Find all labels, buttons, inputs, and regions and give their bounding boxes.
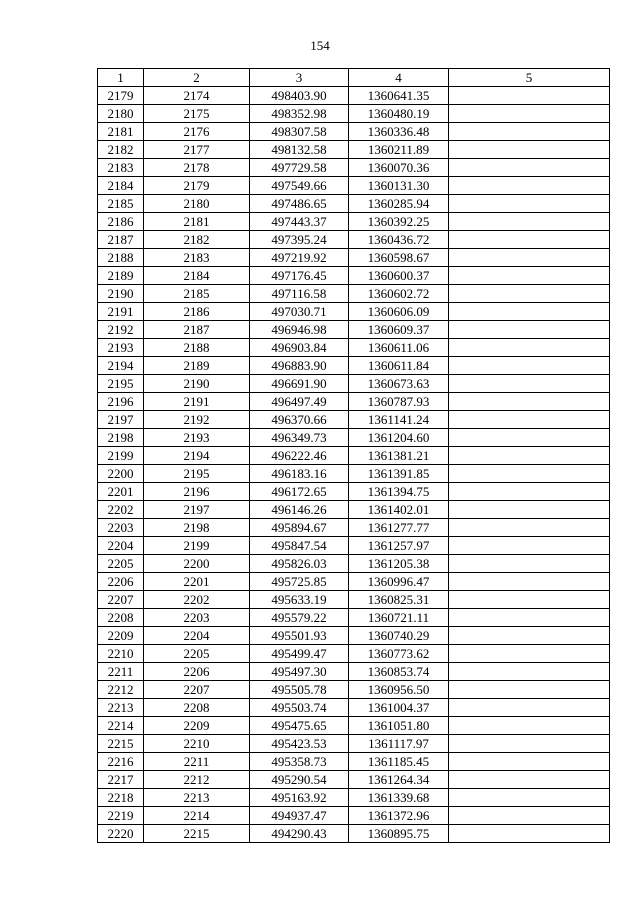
table-cell: [449, 87, 610, 105]
table-cell: 2211: [98, 663, 144, 681]
table-row: [98, 447, 610, 465]
table-cell: 2184: [98, 177, 144, 195]
table-cell: [449, 357, 610, 375]
table-cell: [449, 663, 610, 681]
table-cell: 2195: [144, 465, 250, 483]
table-cell: 2213: [144, 789, 250, 807]
table-cell: 2179: [98, 87, 144, 105]
table-cell: 2219: [98, 807, 144, 825]
table-row: [98, 123, 610, 141]
table-cell: 1360602.72: [349, 285, 449, 303]
table-cell: 495847.54: [250, 537, 349, 555]
table-cell: 1360611.84: [349, 357, 449, 375]
table-row: [98, 609, 610, 627]
table-cell: [449, 573, 610, 591]
table-cell: 1360392.25: [349, 213, 449, 231]
table-cell: 1360773.62: [349, 645, 449, 663]
table-cell: 2191: [98, 303, 144, 321]
table-cell: 1361277.77: [349, 519, 449, 537]
table-row: [98, 105, 610, 123]
table-cell: 2181: [98, 123, 144, 141]
table-row: [98, 429, 610, 447]
table-cell: 2199: [98, 447, 144, 465]
table-cell: 2198: [98, 429, 144, 447]
table-cell: [449, 447, 610, 465]
table-row: [98, 231, 610, 249]
table-cell: 1360853.74: [349, 663, 449, 681]
table-cell: 2213: [98, 699, 144, 717]
table-cell: 495505.78: [250, 681, 349, 699]
table-cell: 1361117.97: [349, 735, 449, 753]
table-cell: 498307.58: [250, 123, 349, 141]
table-row: [98, 537, 610, 555]
table-cell: [449, 465, 610, 483]
table-cell: [449, 609, 610, 627]
table-cell: 2198: [144, 519, 250, 537]
table-cell: 2212: [98, 681, 144, 699]
table-cell: 497729.58: [250, 159, 349, 177]
table-row: [98, 555, 610, 573]
table-cell: 497395.24: [250, 231, 349, 249]
table-cell: [449, 735, 610, 753]
table-cell: 1360956.50: [349, 681, 449, 699]
table-cell: 1360895.75: [349, 825, 449, 843]
table-cell: 1361391.85: [349, 465, 449, 483]
table-row: [98, 771, 610, 789]
table-header-row: [98, 69, 610, 87]
table-cell: [449, 717, 610, 735]
table-cell: 1361381.21: [349, 447, 449, 465]
table-cell: 2197: [144, 501, 250, 519]
table-cell: [449, 231, 610, 249]
table-cell: 2182: [98, 141, 144, 159]
table-row: [98, 483, 610, 501]
table-cell: 2210: [144, 735, 250, 753]
table-cell: 495826.03: [250, 555, 349, 573]
table-cell: 2218: [98, 789, 144, 807]
table-cell: 2178: [144, 159, 250, 177]
table-cell: 1360606.09: [349, 303, 449, 321]
table-cell: [449, 771, 610, 789]
table-cell: 1360211.89: [349, 141, 449, 159]
table-cell: 2209: [98, 627, 144, 645]
column-header: 1: [98, 69, 144, 87]
table-cell: [449, 411, 610, 429]
table-cell: 2188: [144, 339, 250, 357]
table-cell: 1360285.94: [349, 195, 449, 213]
column-header: 2: [144, 69, 250, 87]
table-cell: [449, 753, 610, 771]
table-cell: 2204: [98, 537, 144, 555]
table-cell: [449, 645, 610, 663]
table-cell: 1360598.67: [349, 249, 449, 267]
table-cell: 2190: [98, 285, 144, 303]
table-cell: [449, 591, 610, 609]
table-cell: [449, 339, 610, 357]
table-cell: [449, 789, 610, 807]
table-cell: 496370.66: [250, 411, 349, 429]
table-cell: 2215: [98, 735, 144, 753]
table-cell: 2208: [144, 699, 250, 717]
table-row: [98, 807, 610, 825]
table-cell: 1360480.19: [349, 105, 449, 123]
table-row: [98, 213, 610, 231]
table-cell: [449, 249, 610, 267]
table-cell: 2186: [98, 213, 144, 231]
table-cell: 2192: [144, 411, 250, 429]
table-cell: 1361257.97: [349, 537, 449, 555]
table-cell: 2200: [144, 555, 250, 573]
table-cell: 2180: [98, 105, 144, 123]
table-row: [98, 375, 610, 393]
table-row: [98, 339, 610, 357]
table-cell: [449, 807, 610, 825]
table-cell: [449, 681, 610, 699]
table-row: [98, 465, 610, 483]
table-cell: 2179: [144, 177, 250, 195]
table-cell: 2202: [144, 591, 250, 609]
table-cell: 497549.66: [250, 177, 349, 195]
table-row: [98, 501, 610, 519]
column-header: 4: [349, 69, 449, 87]
table-row: [98, 87, 610, 105]
table-cell: 1361372.96: [349, 807, 449, 825]
table-cell: 2216: [98, 753, 144, 771]
table-cell: 497176.45: [250, 267, 349, 285]
table-cell: 2192: [98, 321, 144, 339]
table-row: [98, 303, 610, 321]
table-cell: 498132.58: [250, 141, 349, 159]
table-cell: [449, 141, 610, 159]
table-cell: 1360336.48: [349, 123, 449, 141]
table-row: [98, 663, 610, 681]
table-cell: 2205: [98, 555, 144, 573]
table-cell: 498352.98: [250, 105, 349, 123]
table-cell: 2195: [98, 375, 144, 393]
table-cell: 2174: [144, 87, 250, 105]
table-cell: 2201: [98, 483, 144, 501]
table-cell: 2205: [144, 645, 250, 663]
table-cell: 2214: [144, 807, 250, 825]
table-row: [98, 789, 610, 807]
table-body: [98, 87, 610, 843]
table-cell: 2202: [98, 501, 144, 519]
table-row: [98, 645, 610, 663]
column-header: 5: [449, 69, 610, 87]
table-cell: 2193: [98, 339, 144, 357]
table-cell: 495358.73: [250, 753, 349, 771]
table-cell: [449, 195, 610, 213]
table-cell: [449, 519, 610, 537]
table-cell: 2175: [144, 105, 250, 123]
table-cell: 2187: [98, 231, 144, 249]
table-cell: [449, 393, 610, 411]
table-cell: [449, 627, 610, 645]
table-cell: 2215: [144, 825, 250, 843]
table-cell: 496183.16: [250, 465, 349, 483]
table-cell: 2196: [98, 393, 144, 411]
table-cell: 495501.93: [250, 627, 349, 645]
table-cell: 2214: [98, 717, 144, 735]
table-cell: 1361402.01: [349, 501, 449, 519]
coordinates-table: [97, 68, 610, 843]
table-cell: [449, 285, 610, 303]
table-cell: 2194: [98, 357, 144, 375]
table-cell: 496691.90: [250, 375, 349, 393]
table-cell: 497486.65: [250, 195, 349, 213]
table-cell: 1361051.80: [349, 717, 449, 735]
table-cell: 1360436.72: [349, 231, 449, 249]
table-cell: 1361141.24: [349, 411, 449, 429]
table-cell: 2206: [144, 663, 250, 681]
table-cell: 1360641.35: [349, 87, 449, 105]
table-row: [98, 141, 610, 159]
table-cell: 2196: [144, 483, 250, 501]
table-row: [98, 411, 610, 429]
table-cell: 2207: [98, 591, 144, 609]
table-cell: 2187: [144, 321, 250, 339]
table-cell: 495633.19: [250, 591, 349, 609]
table-cell: 494937.47: [250, 807, 349, 825]
table-row: [98, 627, 610, 645]
table-cell: 496497.49: [250, 393, 349, 411]
table-cell: 2185: [98, 195, 144, 213]
table-cell: 1361264.34: [349, 771, 449, 789]
table-cell: [449, 483, 610, 501]
table-cell: 1360673.63: [349, 375, 449, 393]
table-cell: 1361205.38: [349, 555, 449, 573]
table-cell: 495290.54: [250, 771, 349, 789]
table-cell: [449, 699, 610, 717]
table-row: [98, 825, 610, 843]
table-cell: 2183: [98, 159, 144, 177]
table-cell: 495423.53: [250, 735, 349, 753]
table-cell: 2220: [98, 825, 144, 843]
table-cell: 1360131.30: [349, 177, 449, 195]
table-cell: 2181: [144, 213, 250, 231]
table-cell: 2212: [144, 771, 250, 789]
table-cell: 2189: [144, 357, 250, 375]
table-cell: 497219.92: [250, 249, 349, 267]
table-cell: 1360609.37: [349, 321, 449, 339]
table-cell: 497030.71: [250, 303, 349, 321]
table-row: [98, 177, 610, 195]
table-cell: 2183: [144, 249, 250, 267]
table-cell: 2211: [144, 753, 250, 771]
table-cell: 1360721.11: [349, 609, 449, 627]
table-cell: [449, 159, 610, 177]
table-cell: 1361004.37: [349, 699, 449, 717]
table-cell: 2188: [98, 249, 144, 267]
table-cell: [449, 267, 610, 285]
table-cell: [449, 213, 610, 231]
table-cell: 1361339.68: [349, 789, 449, 807]
table-cell: 2217: [98, 771, 144, 789]
table-cell: [449, 555, 610, 573]
table-cell: 1360070.36: [349, 159, 449, 177]
table-cell: 2197: [98, 411, 144, 429]
table-cell: 2177: [144, 141, 250, 159]
table-cell: 2201: [144, 573, 250, 591]
table-cell: 2193: [144, 429, 250, 447]
table-cell: 2185: [144, 285, 250, 303]
table-cell: 1361394.75: [349, 483, 449, 501]
table-cell: 496946.98: [250, 321, 349, 339]
page-number: 154: [310, 38, 330, 53]
table-cell: [449, 105, 610, 123]
table-row: [98, 393, 610, 411]
table-row: [98, 591, 610, 609]
table-cell: 496903.84: [250, 339, 349, 357]
table-row: [98, 267, 610, 285]
table-cell: 1360825.31: [349, 591, 449, 609]
table-row: [98, 285, 610, 303]
table-cell: 2209: [144, 717, 250, 735]
table-cell: 1360611.06: [349, 339, 449, 357]
table-cell: 2176: [144, 123, 250, 141]
table-cell: 497116.58: [250, 285, 349, 303]
table-cell: 2184: [144, 267, 250, 285]
table-cell: 498403.90: [250, 87, 349, 105]
table-cell: 2190: [144, 375, 250, 393]
table-cell: 1360996.47: [349, 573, 449, 591]
table-cell: 1360600.37: [349, 267, 449, 285]
table-cell: 497443.37: [250, 213, 349, 231]
table-row: [98, 519, 610, 537]
table-cell: [449, 825, 610, 843]
table-row: [98, 699, 610, 717]
table-cell: 496172.65: [250, 483, 349, 501]
table-cell: [449, 321, 610, 339]
table-row: [98, 735, 610, 753]
table-cell: 2200: [98, 465, 144, 483]
table-cell: 496146.26: [250, 501, 349, 519]
table-cell: [449, 429, 610, 447]
table-cell: 495163.92: [250, 789, 349, 807]
table-cell: 496222.46: [250, 447, 349, 465]
table-row: [98, 195, 610, 213]
table-cell: 2208: [98, 609, 144, 627]
table-cell: 2204: [144, 627, 250, 645]
table-cell: 2189: [98, 267, 144, 285]
table-row: [98, 753, 610, 771]
table-row: [98, 357, 610, 375]
table-cell: [449, 123, 610, 141]
table-cell: 1361185.45: [349, 753, 449, 771]
table-cell: [449, 177, 610, 195]
table-cell: 2203: [98, 519, 144, 537]
table-row: [98, 321, 610, 339]
table-cell: 496883.90: [250, 357, 349, 375]
table-cell: 2186: [144, 303, 250, 321]
table-cell: 496349.73: [250, 429, 349, 447]
table-cell: 495894.67: [250, 519, 349, 537]
table-row: [98, 573, 610, 591]
table-cell: 495475.65: [250, 717, 349, 735]
table-row: [98, 159, 610, 177]
table-cell: 2194: [144, 447, 250, 465]
table-cell: 2199: [144, 537, 250, 555]
table-cell: 495503.74: [250, 699, 349, 717]
table-cell: 1360740.29: [349, 627, 449, 645]
table-cell: [449, 303, 610, 321]
table-cell: 495725.85: [250, 573, 349, 591]
table-cell: 2180: [144, 195, 250, 213]
table-cell: 2210: [98, 645, 144, 663]
table-cell: 495497.30: [250, 663, 349, 681]
table-cell: 2182: [144, 231, 250, 249]
table-cell: 495579.22: [250, 609, 349, 627]
table-cell: [449, 537, 610, 555]
table-cell: 1360787.93: [349, 393, 449, 411]
table-cell: 2207: [144, 681, 250, 699]
table-cell: 2206: [98, 573, 144, 591]
column-header: 3: [250, 69, 349, 87]
table-cell: 495499.47: [250, 645, 349, 663]
table-cell: 2203: [144, 609, 250, 627]
table-row: [98, 681, 610, 699]
table-row: [98, 717, 610, 735]
table-cell: 494290.43: [250, 825, 349, 843]
table-cell: [449, 375, 610, 393]
table-cell: 1361204.60: [349, 429, 449, 447]
table-cell: [449, 501, 610, 519]
table-cell: 2191: [144, 393, 250, 411]
table-row: [98, 249, 610, 267]
